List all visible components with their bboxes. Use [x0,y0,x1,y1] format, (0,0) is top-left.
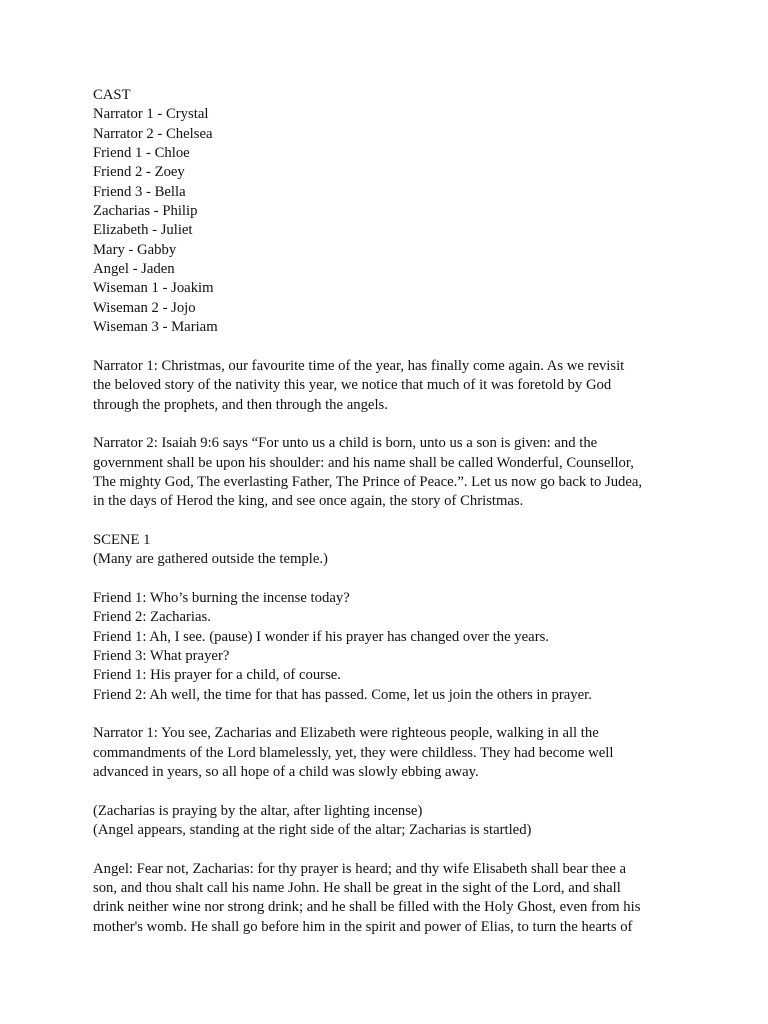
narrator2-intro-line: Narrator 2: Isaiah 9:6 says “For unto us a child is born, unto us a son is given: and the [93,435,598,452]
cast-member: Wiseman 1 - Joakim [93,280,214,297]
scene-heading: SCENE 1 [93,531,151,548]
paragraph-gap [93,512,693,531]
paragraph-gap [93,570,693,589]
cast-member: Friend 1 - Chloe [93,145,190,162]
paragraph-gap [93,415,693,434]
dialogue-line: Friend 3: What prayer? [93,647,230,664]
cast-member: Elizabeth - Juliet [93,222,193,239]
narrator2-intro-line: in the days of Herod the king, and see once again, the story of Christmas. [93,493,524,510]
cast-member: Zacharias - Philip [93,203,198,220]
cast-member: Angel - Jaden [93,261,175,278]
cast-heading: CAST [93,87,131,103]
cast-member: Friend 2 - Zoey [93,164,185,181]
narrator1-intro-line: through the prophets, and then through the angels. [93,396,388,413]
script-text [93,86,693,937]
narrator2-intro-line: The mighty God, The everlasting Father, The Prince of Peace.”. Let us now go back to Judea, [93,473,643,490]
narrator1-intro-line: Narrator 1: Christmas, our favourite time of the year, has finally come again. As we revisit [93,357,625,374]
dialogue-line: Friend 1: Who’s burning the incense today? [93,589,350,606]
angel-speech-line: mother's womb. He shall go before him in the spirit and power of Elias, to turn the hearts of [93,918,633,935]
angel-speech-line: son, and thou shalt call his name John. He shall be great in the sight of the Lord, and shall [93,880,621,897]
paragraph-gap [93,840,693,859]
narration-line: commandments of the Lord blamelessly, yet, they were childless. They had become well [93,744,614,761]
cast-member: Narrator 2 - Chelsea [93,125,213,142]
dialogue-line: Friend 1: His prayer for a child, of course. [93,667,341,684]
angel-speech-line: Angel: Fear not, Zacharias: for thy prayer is heard; and thy wife Elisabeth shall bear thee a [93,860,627,877]
paragraph-gap [93,705,693,724]
stage-direction: (Angel appears, standing at the right side of the altar; Zacharias is startled) [93,822,532,839]
paragraph-gap [93,337,693,356]
narration-line: Narrator 1: You see, Zacharias and Elizabeth were righteous people, walking in all the [93,725,599,742]
cast-member: Friend 3 - Bella [93,183,186,200]
cast-member: Mary - Gabby [93,241,177,258]
cast-member: Wiseman 3 - Mariam [93,319,218,336]
narrator1-intro-line: the beloved story of the nativity this year, we notice that much of it was foretold by God [93,377,612,394]
dialogue-line: Friend 2: Zacharias. [93,609,211,626]
stage-direction: (Zacharias is praying by the altar, after lighting incense) [93,802,423,819]
paragraph-gap [93,782,693,801]
narration-line: advanced in years, so all hope of a child was slowly ebbing away. [93,764,479,781]
dialogue-line: Friend 2: Ah well, the time for that has passed. Come, let us join the others in prayer. [93,686,592,703]
dialogue-line: Friend 1: Ah, I see. (pause) I wonder if his prayer has changed over the years. [93,628,549,645]
cast-member: Wiseman 2 - Jojo [93,299,196,316]
cast-member: Narrator 1 - Crystal [93,106,209,123]
angel-speech-line: drink neither wine nor strong drink; and he shall be filled with the Holy Ghost, even from his [93,899,641,916]
narrator2-intro-line: government shall be upon his shoulder: and his name shall be called Wonderful, Counsellor, [93,454,634,471]
stage-direction: (Many are gathered outside the temple.) [93,551,328,568]
